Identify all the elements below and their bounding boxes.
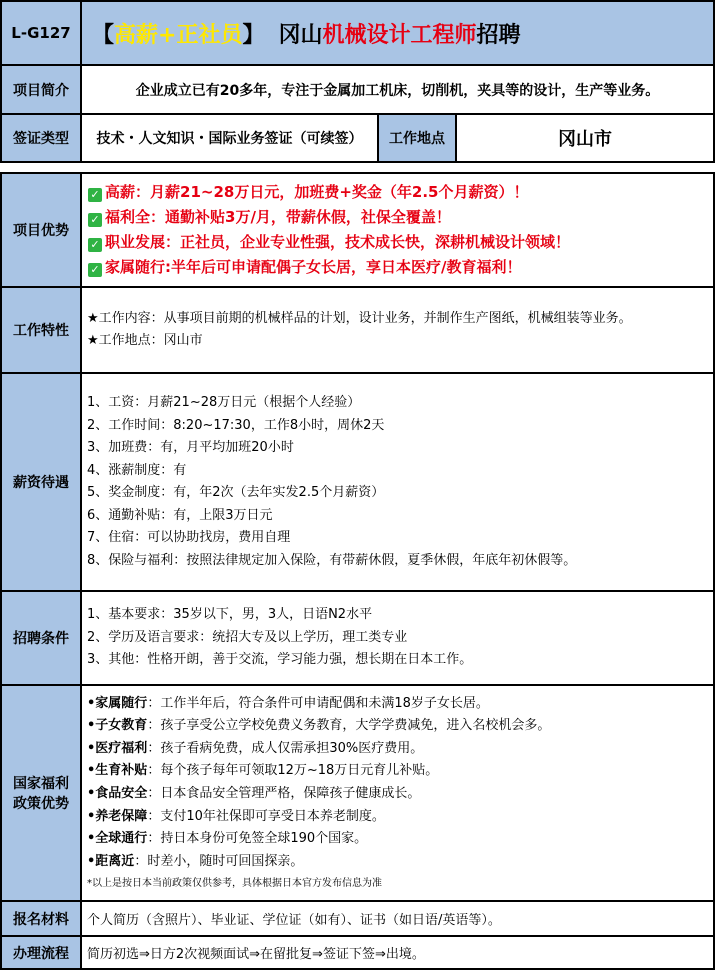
features-label: 工作特性 — [1, 287, 81, 373]
features-content — [81, 287, 714, 373]
advantages-label: 项目优势 — [1, 173, 81, 287]
advantages-row — [1, 173, 714, 287]
title-bracket-close: 】 — [242, 22, 265, 48]
welfare-item: •子女教育：孩子享受公立学校免费义务教育，大学学费减免，进入名校机会多。 — [87, 718, 551, 734]
salary-line: 6、通勤补贴：有，上限3万日元 — [87, 507, 273, 523]
process-text: 简历初选⇒日方2次视频面试⇒在留批复⇒签证下签⇒出境。 — [81, 936, 714, 969]
advantage-item: ✓ 家属随行:半年后可申请配偶子女长居，享日本医疗/教育福利！ — [88, 255, 707, 280]
intro-row — [1, 65, 714, 114]
title-city: 冈山 — [278, 22, 323, 48]
check-icon: ✓ — [88, 263, 102, 277]
process-row — [1, 936, 714, 969]
advantage-item: ✓ 职业发展：正社员，企业专业性强，技术成长快，深耕机械设计领域！ — [88, 230, 707, 255]
check-icon: ✓ — [88, 213, 102, 227]
page-title — [81, 1, 714, 65]
welfare-item: •养老保障：支付10年社保即可享受日本养老制度。 — [87, 808, 385, 824]
salary-content — [81, 373, 714, 591]
welfare-label: 国家福利 政策优势 — [1, 685, 81, 901]
top-table — [0, 0, 715, 163]
welfare-item: •生育补贴：每个孩子每年可领取12万~18万日元育儿补贴。 — [87, 763, 439, 779]
requirements-label: 招聘条件 — [1, 591, 81, 685]
salary-line: 5、奖金制度：有，年2次（去年实发2.5个月薪资） — [87, 485, 385, 500]
visa-value: 技术・人文知识・国际业务签证（可续签） — [81, 114, 378, 162]
header-row — [1, 1, 714, 65]
salary-row — [1, 373, 714, 591]
requirements-content — [81, 591, 714, 685]
requirement-line: 3、其他：性格开朗，善于交流，学习能力强，想长期在日本工作。 — [87, 652, 473, 668]
feature-line: ★工作地点：冈山市 — [87, 333, 203, 348]
title-highlight: 高薪+正社员 — [114, 22, 243, 48]
welfare-item: •全球通行：持日本身份可免签全球190个国家。 — [87, 831, 368, 847]
visa-label: 签证类型 — [1, 114, 81, 162]
location-label: 工作地点 — [378, 114, 456, 162]
job-code: L-G127 — [1, 1, 81, 65]
advantage-item: ✓ 福利全：通勤补贴3万/月，带薪休假，社保全覆盖！ — [88, 205, 707, 230]
welfare-item: •食品安全：日本食品安全管理严格，保障孩子健康成长。 — [87, 786, 421, 801]
features-row — [1, 287, 714, 373]
check-icon: ✓ — [88, 238, 102, 252]
intro-text: 企业成立已有20多年，专注于金属加工机床，切削机，夹具等的设计，生产等业务。 — [81, 65, 714, 114]
title-position: 机械设计工程师 — [322, 22, 477, 48]
advantage-item: ✓ 高薪：月薪21~28万日元，加班费+奖金（年2.5个月薪资）！ — [88, 180, 707, 205]
salary-line: 7、住宿：可以协助找房，费用自理 — [87, 530, 291, 545]
salary-label: 薪资待遇 — [1, 373, 81, 591]
salary-line: 1、工资：月薪21~28万日元（根据个人经验） — [87, 395, 361, 410]
welfare-item: •距离近：时差小，随时可回国探亲。 — [87, 853, 304, 869]
materials-text: 个人简历（含照片）、毕业证、学位证（如有）、证书（如日语/英语等）。 — [81, 901, 714, 936]
process-label: 办理流程 — [1, 936, 81, 969]
salary-line: 2、工作时间：8:20~17:30，工作8小时，周休2天 — [87, 417, 385, 433]
salary-line: 3、加班费：有，月平均加班20小时 — [87, 440, 294, 455]
materials-row — [1, 901, 714, 936]
feature-line: ★工作内容：从事项目前期的机械样品的计划，设计业务，并制作生产图纸，机械组装等业务。 — [87, 310, 632, 326]
check-icon: ✓ — [88, 188, 102, 202]
welfare-note: *以上是按日本当前政策仅供参考，具体根据日本官方发布信息为准 — [87, 878, 382, 890]
salary-line: 8、保险与福利：按照法律规定加入保险，有带薪休假，夏季休假，年底年初休假等。 — [87, 552, 577, 568]
requirement-line: 2、学历及语言要求：统招大专及以上学历，理工类专业 — [87, 629, 408, 645]
requirement-line: 1、基本要求：35岁以下，男，3人，日语N2水平 — [87, 607, 373, 623]
title-suffix: 招聘 — [476, 22, 521, 48]
salary-line: 4、涨薪制度：有 — [87, 462, 187, 478]
materials-label: 报名材料 — [1, 901, 81, 936]
advantages-list — [81, 173, 714, 287]
title-bracket-open: 【 — [92, 22, 115, 48]
intro-label: 项目简介 — [1, 65, 81, 114]
location-value: 冈山市 — [456, 114, 714, 162]
main-table — [0, 172, 715, 970]
welfare-content — [81, 685, 714, 901]
welfare-item: •医疗福利：孩子看病免费，成人仅需承担30%医疗费用。 — [87, 740, 424, 756]
visa-row — [1, 114, 714, 162]
welfare-row — [1, 685, 714, 901]
welfare-item: •家属随行：工作半年后，符合条件可申请配偶和未满18岁子女长居。 — [87, 695, 489, 711]
requirements-row — [1, 591, 714, 685]
